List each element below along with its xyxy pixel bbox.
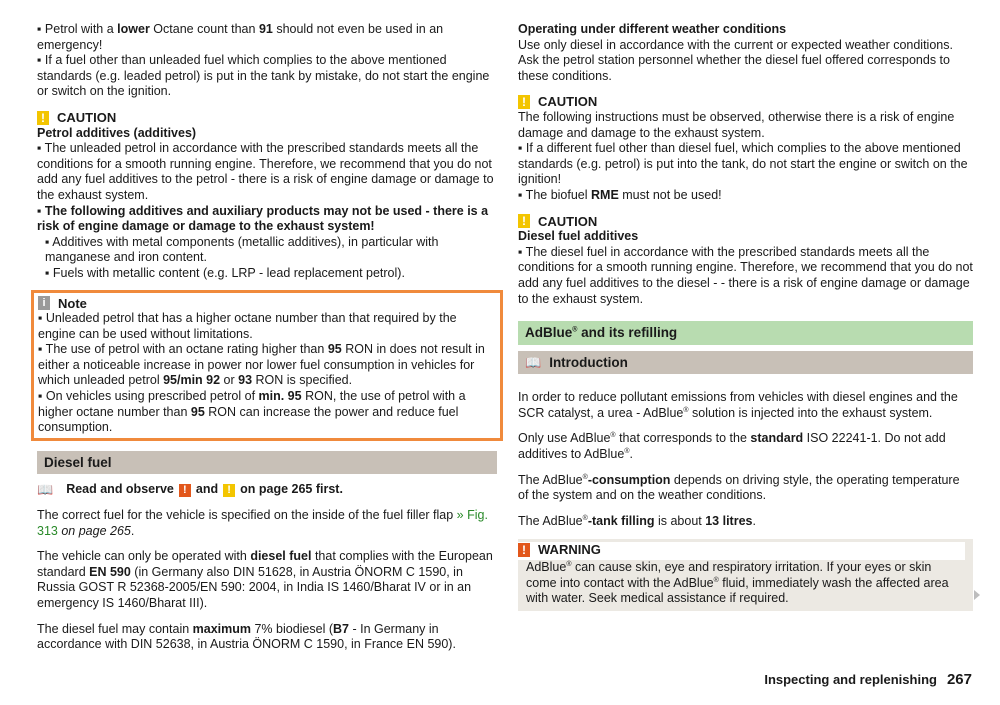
- adblue-paragraph-3: The AdBlue®-consumption depends on driving style, the operating temperature of the system and on the weather conditions.: [518, 472, 960, 503]
- caution-subtitle: Petrol additives (additives): [37, 125, 197, 140]
- warning-heading: ! WARNING: [518, 542, 965, 560]
- note-text-3: ▪ On vehicles using prescribed petrol of min. 95 RON, the use of petrol with a higher octane number than 95 RON can increase the power and reduce fuel consumption.: [38, 389, 466, 435]
- caution-icon: !: [518, 214, 530, 228]
- diesel-paragraph-2: The vehicle can only be operated with diesel fuel that complies with the European standard EN 590 (in Germany also DIN 51628, in Austria ÖNORM C 1590, in Russia GOST R 52368-2005/EN 590: 2004, in India IS 1460/Bharat IV or in an emergency IS 1460/Bharat III).: [37, 549, 493, 610]
- page-footer: [764, 672, 972, 688]
- warning-icon: !: [518, 543, 530, 557]
- caution-heading-diesel: ! CAUTION: [518, 94, 973, 110]
- caution3-subtitle: Diesel fuel additives: [518, 229, 639, 244]
- footer-section-title: Inspecting and replenishing: [764, 672, 937, 687]
- caution2-text-3: ▪ The biofuel RME must not be used!: [518, 187, 722, 202]
- weather-heading: Operating under different weather conditions: [518, 22, 787, 36]
- caution-text-4: ▪ Fuels with metallic content (e.g. LRP - lead replacement petrol).: [45, 265, 405, 280]
- caution2-text-1: The following instructions must be observed, otherwise there is a risk of engine damage and damage to the exhaust system.: [518, 109, 955, 140]
- caution-icon: !: [37, 111, 49, 125]
- adblue-paragraph-2: Only use AdBlue® that corresponds to the standard ISO 22241-1. Do not add additives to AdBlue®.: [518, 431, 946, 462]
- figure-link[interactable]: » Fig. 313: [37, 508, 488, 538]
- caution-icon: !: [518, 95, 530, 109]
- adblue-paragraph-4: The AdBlue®-tank filling is about 13 litres.: [518, 513, 756, 528]
- intro-paragraph-1: ▪ Petrol with a lower Octane count than 91 should not even be used in an emergency!: [37, 22, 444, 52]
- note-text-1: ▪ Unleaded petrol that has a higher octane number than that required by the engine can be used without limitations.: [38, 311, 457, 341]
- caution-text-2: ▪ The following additives and auxiliary products may not be used - there is a risk of engine damage or damage to the exhaust system!: [37, 203, 489, 234]
- note-heading: i Note: [38, 296, 496, 312]
- weather-text: Use only diesel in accordance with the current or expected weather conditions. Ask the petrol station personnel whether the diesel fuel offered corresponds to these conditions.: [518, 37, 953, 83]
- book-icon: 📖: [37, 482, 54, 498]
- caution3-text: ▪ The diesel fuel in accordance with the prescribed standards meets all the conditions for a smooth running engine. Therefore, we recommend that you do not add any fuel additives to the diesel - - there is a risk of engine damage or damage to the exhaust system.: [518, 244, 973, 306]
- warning-icon: !: [179, 484, 191, 497]
- caution-icon: !: [223, 484, 235, 497]
- adblue-paragraph-1: In order to reduce pollutant emissions from vehicles with diesel engines and the SCR catalyst, a urea - AdBlue® solution is injected into the exhaust system.: [518, 390, 958, 420]
- read-and-observe: 📖 Read and observe ! and ! on page 265 first.: [37, 482, 343, 498]
- section-heading-diesel: Diesel fuel: [37, 451, 497, 475]
- left-column: [37, 22, 497, 653]
- info-icon: i: [38, 296, 50, 310]
- subsection-introduction: 📖 Introduction: [518, 351, 973, 375]
- note-text-2: ▪ The use of petrol with an octane rating higher than 95 RON in does not result in either a noticeable increase in power nor lower fuel consumption in vehicles for which unleaded petrol 95/min 92 or 93 RON is specified.: [38, 342, 485, 388]
- right-column: [518, 22, 973, 611]
- caution-text-3: ▪ Additives with metal components (metallic additives), in particular with manganese and iron content.: [45, 234, 439, 265]
- intro-paragraph-2: ▪ If a fuel other than unleaded fuel which complies to the above mentioned standards (e.g. leaded petrol) is put in the tank by mistake, do not start the engine or switch on the ignition.: [37, 53, 490, 99]
- diesel-paragraph-1: The correct fuel for the vehicle is specified on the inside of the fuel filler flap » Fig. 313 on page 265.: [37, 508, 488, 538]
- section-heading-adblue: AdBlue® and its refilling: [518, 321, 973, 345]
- caution2-text-2: ▪ If a different fuel other than diesel fuel, which complies to the above mentioned standards (e.g. petrol) is put into the tank, do not start the engine or switch on the ignition!: [518, 141, 968, 187]
- page-number: 267: [946, 671, 972, 688]
- diesel-paragraph-3: The diesel fuel may contain maximum 7% biodiesel (B7 - In Germany in accordance with DIN 52638, in Austria ÖNORM C 1590, in France EN 590).: [37, 621, 456, 652]
- caution-text-1: ▪ The unleaded petrol in accordance with the prescribed standards meets all the conditions for a smooth running engine. Therefore, we recommend that you do not add any fuel additives to the petrol - there is a risk of engine damage or damage to the exhaust system.: [37, 141, 494, 202]
- warning-box: [518, 539, 973, 610]
- continue-arrow-icon: [974, 590, 980, 600]
- caution-heading-additives: ! CAUTION: [518, 214, 973, 230]
- book-icon: 📖: [525, 354, 542, 370]
- caution-heading-petrol: ! CAUTION: [37, 110, 497, 126]
- note-box: [31, 290, 503, 441]
- warning-text: AdBlue® can cause skin, eye and respiratory irritation. If your eyes or skin come into contact with the AdBlue® fluid, immediately wash the affected area with water. Seek medical assistance if required.: [526, 560, 949, 606]
